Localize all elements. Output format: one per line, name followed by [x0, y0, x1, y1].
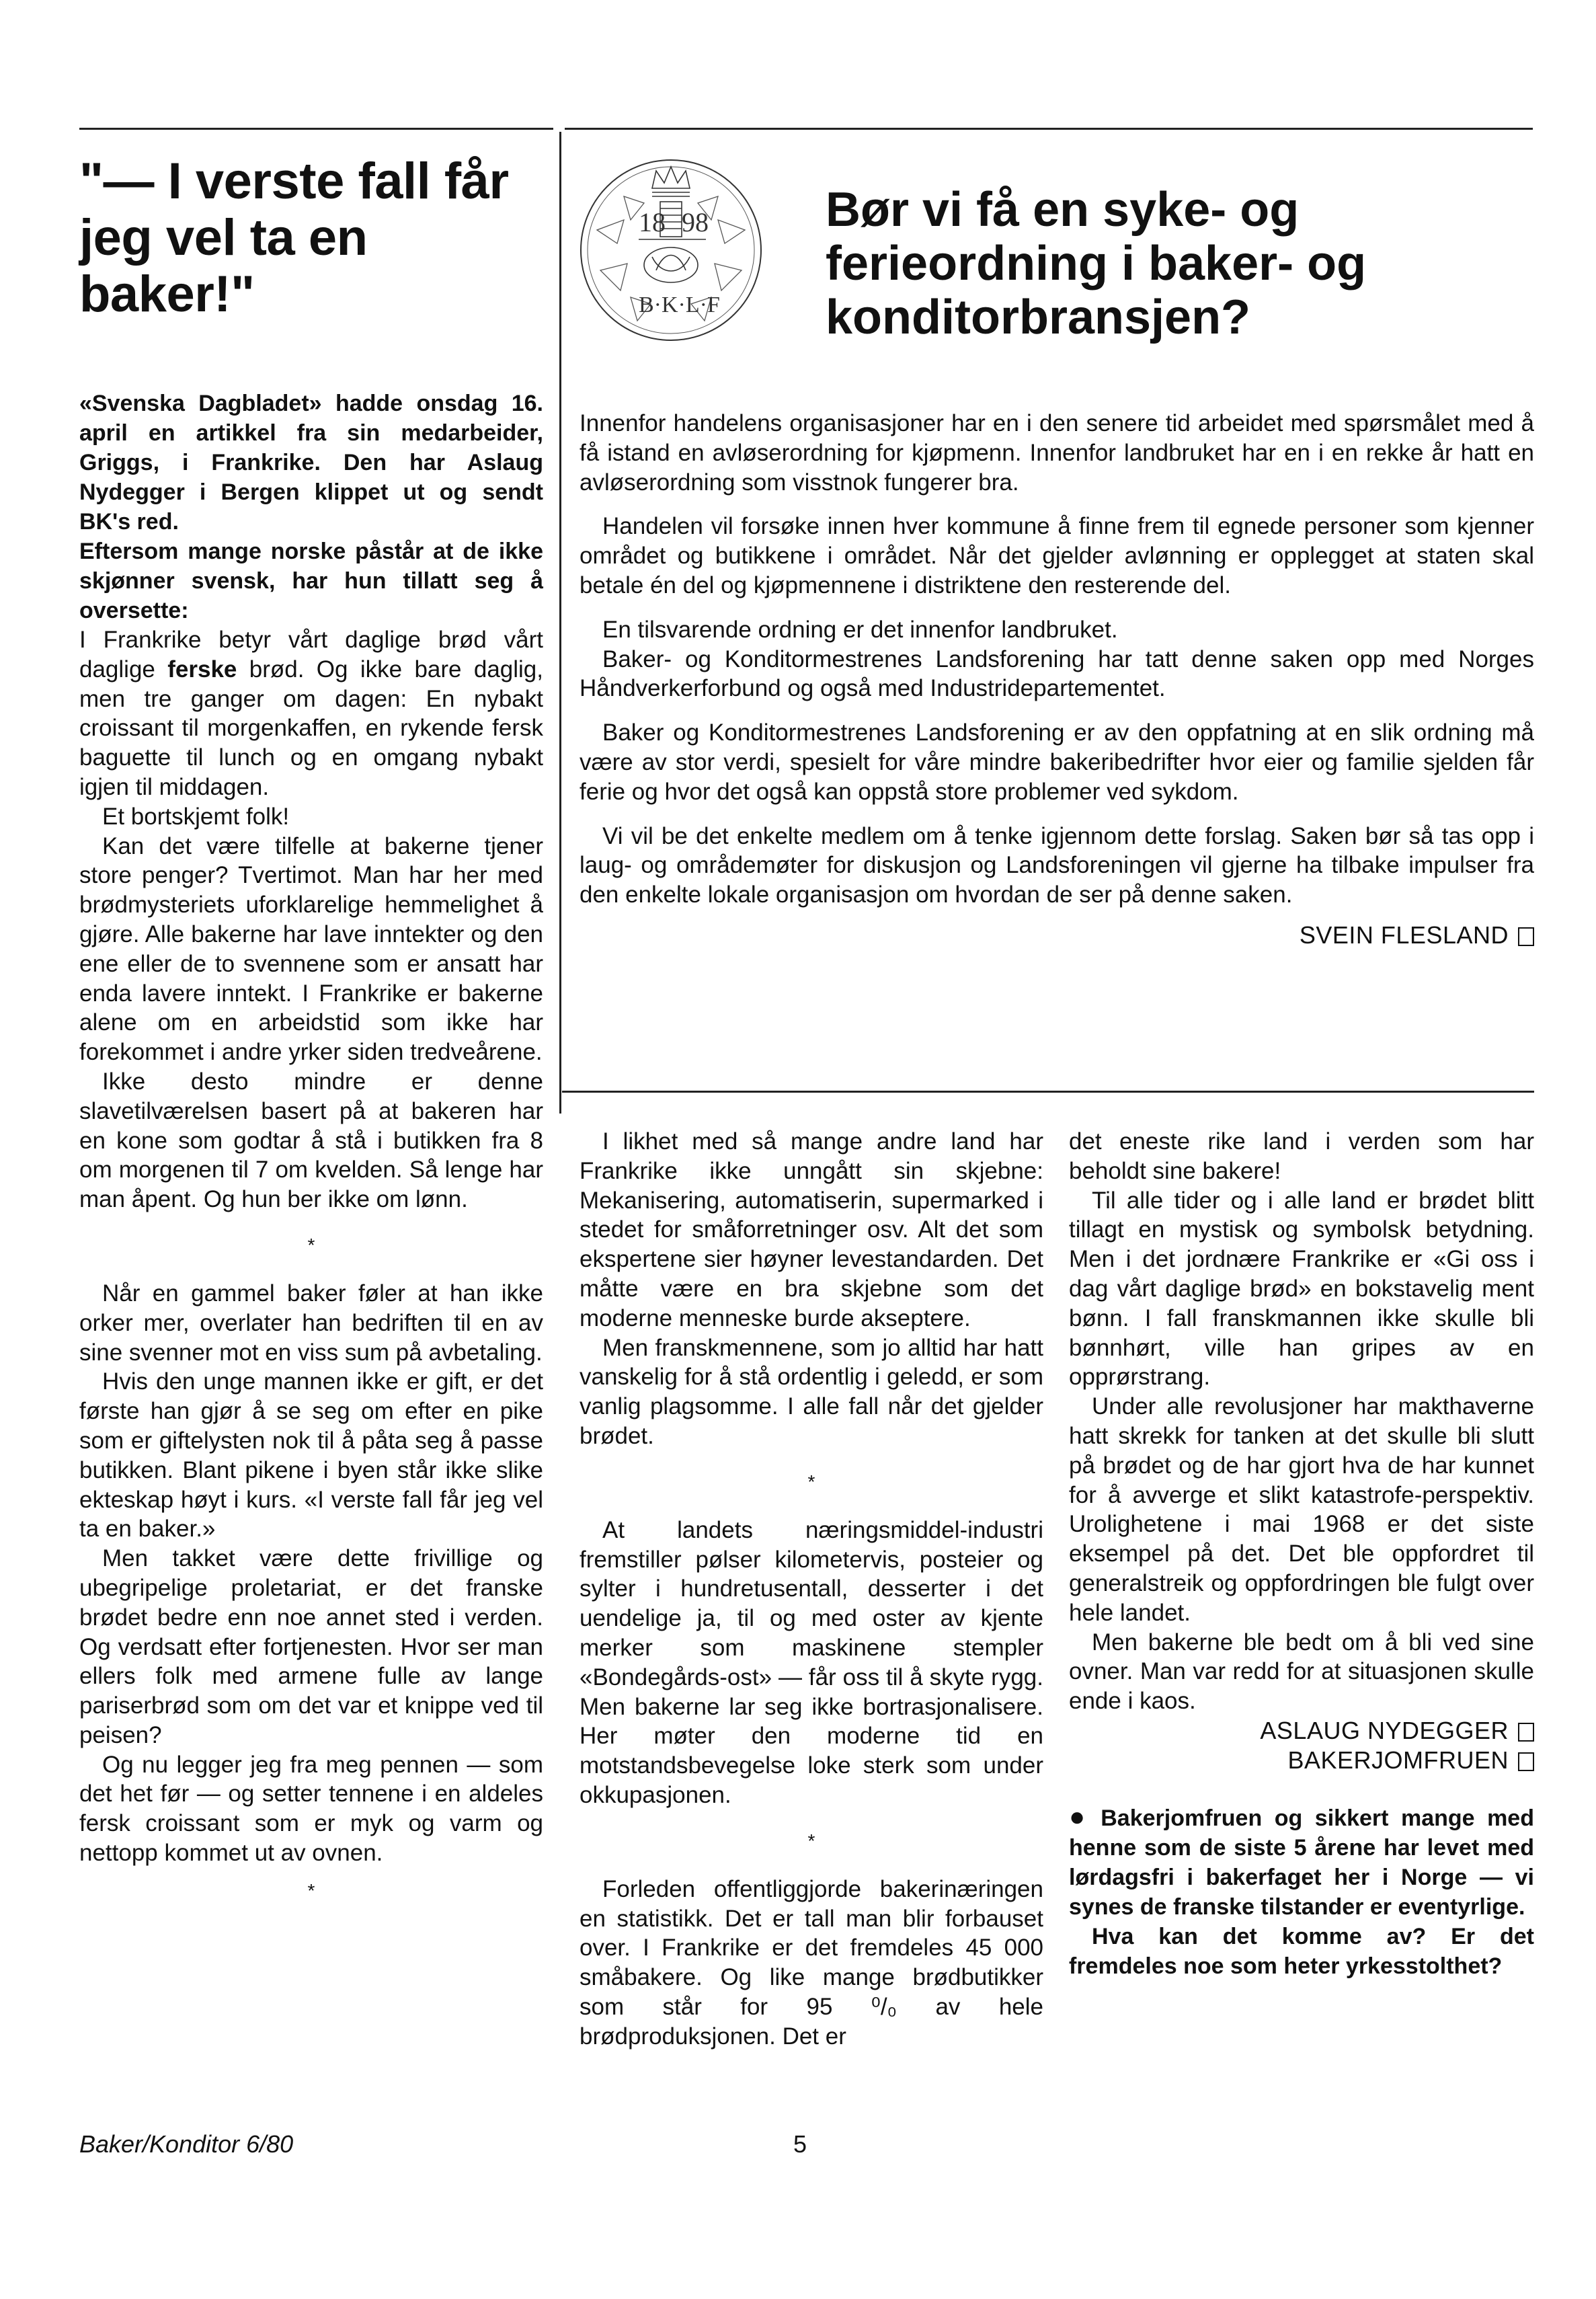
signature-aslaug-nydegger — [1069, 1716, 1534, 1746]
section-separator-star: * — [307, 1879, 315, 1901]
callout-text: Bakerjomfruen og sikkert mange med henne som de siste 5 årene har levet med lørdagsfri i bakerfaget her i Norge — vi synes de franske tilstander er eventyrlige. — [1069, 1805, 1534, 1920]
end-mark-box — [1518, 1752, 1534, 1771]
body-paragraph: Baker og Konditormestrenes Landsforening er av den oppfatning at en slik ordning må være av stor verdi, spesielt for våre mindre bakeribedrifter hvor eier og familie sjelden får ferie og hvor det også kan oppstå store problemer ved sykdom. — [580, 719, 1534, 805]
signature-text: SVEIN FLESLAND — [1299, 921, 1509, 949]
bklf-logo — [577, 156, 765, 344]
callout-paragraph — [1069, 1802, 1534, 1922]
lead-paragraph-1: «Svenska Dagbladet» hadde onsdag 16. april en artikkel fra sin medarbeider, Griggs, i Frankrike. Den har Aslaug Nydegger i Bergen klippet ut og sendt BK's red. — [79, 391, 543, 535]
callout-question: Hva kan det komme av? Er det fremdeles noe som heter yrkesstolthet? — [1069, 1923, 1534, 1979]
left-body — [79, 625, 543, 1902]
body-paragraph: I likhet med så mange andre land har Frankrike ikke unngått sin skjebne: Mekanisering, automatiserin, supermarked i stedet for småforretninger osv. Alt det som ekspertene sier høyner levestandarden. Det måtte være en bra skjebne som det moderne menneske burde akseptere. — [580, 1128, 1043, 1331]
left-column — [79, 389, 543, 1902]
body-paragraph: Når en gammel baker føler at han ikke orker mer, overlater han bedriften til en av sine svenner mot en viss sum på avbetaling. — [79, 1280, 543, 1366]
box-bottom-rule — [562, 1091, 1534, 1093]
footer-publication: Baker/Konditor 6/80 — [79, 2130, 294, 2158]
body-paragraph: Kan det være tilfelle at bakerne tjener store penger? Tvertimot. Man har her med brødmysteriets uforklarelige hemmelighet å gjøre. Alle bakerne har lave inntekter og den ene eller de to svennene som er ansatt har enda lavere inntekt. I Frankrike er bakerne alene om en arbeidstid som ikke har forekommet i andre yrker siden tredveårene. — [79, 832, 543, 1066]
body-paragraph: Under alle revolusjoner har makthaverne hatt skrekk for tanken at det skulle bli slutt på brødet og de har gjort hva de har kunnet for å avverge et slikt katastrofe-perspektiv. Urolighetene i mai 1968 er det siste eksempel på det. Det ble oppfordret til generalstreik og oppfordringen ble fulgt over hele landet. — [1069, 1393, 1534, 1626]
signature-text: BAKERJOMFRUEN — [1287, 1746, 1509, 1774]
body-paragraph: Men takket være dette frivillige og ubegripelige proletariat, er det franske brødet bedre enn noe annet sted i verden. Og verdsatt efter fortjenesten. Hvor ser man ellers folk med armene fulle av lange pariserbrød som om det var et knippe ved til peisen? — [79, 1545, 543, 1748]
top-rule-left — [79, 128, 553, 130]
callout-box — [1069, 1802, 1534, 1981]
body-paragraph: Vi vil be det enkelte medlem om å tenke igjennom dette forslag. Saken bør så tas opp i laug- og områdemøter for diskusjon og Landsforeningen vil gjerne ha tilbake impulser fra den enkelte lokale organisasjon om hvordan de ser på denne saken. — [580, 822, 1534, 908]
signature-svein-flesland — [580, 921, 1534, 950]
body-paragraph: Innenfor handelens organisasjoner har en i den senere tid arbeidet med spørsmålet med å få istand en avløserordning for kjøpmenn. Innenfor landbruket har en i en rekke år hatt en avløserordning som visstnok fungerer bra. — [580, 410, 1534, 496]
middle-column — [580, 1127, 1043, 2052]
logo-year-left: 18 — [639, 207, 666, 237]
body-paragraph: Ikke desto mindre er denne slavetilværelsen basert på at bakeren har en kone som godtar å stå i butikken fra 8 om morgenen til 7 om kvelden. Så lenge har man åpent. Og hun ber ikke om lønn. — [79, 1068, 543, 1213]
body-paragraph: Og nu legger jeg fra meg pennen — som det het før — og setter tennene i en aldeles fersk croissant som er myk og varm og nettopp kommet ut av ovnen. — [79, 1751, 543, 1867]
end-mark-box — [1518, 927, 1534, 946]
bullet-icon: ● — [1069, 1801, 1092, 1832]
body-paragraph: Et bortskjemt folk! — [102, 803, 290, 830]
section-separator-star: * — [807, 1471, 815, 1492]
page-number: 5 — [793, 2130, 807, 2158]
right-article-body — [580, 409, 1534, 950]
body-paragraph: Handelen vil forsøke innen hver kommune å finne frem til egnede personer som kjenner området og butikkene i området. Når det gjelder avlønning er opplegget at staten skal betale én del og kjøpmennene i distriktene den resterende del. — [580, 513, 1534, 598]
body-paragraph: Men franskmennene, som jo alltid har hatt vanskelig for å stå ordentlig i geledd, er som vanlig plagsomme. I alle fall når det gjelder brødet. — [580, 1334, 1043, 1449]
left-headline: "— I verste fall får jeg vel ta en baker!" — [79, 153, 509, 323]
body-paragraph: det eneste rike land i verden som har beholdt sine bakere! — [1069, 1128, 1534, 1184]
body-paragraph — [79, 625, 543, 802]
end-mark-box — [1518, 1723, 1534, 1742]
right-column — [1069, 1127, 1534, 1981]
top-rule-right — [565, 128, 1533, 130]
body-paragraph: Baker- og Konditormestrenes Landsforening har tatt denne saken opp med Norges Håndverkerforbund og også med Industridepartementet. — [580, 646, 1534, 702]
signature-text: ASLAUG NYDEGGER — [1260, 1716, 1509, 1744]
emphasis-bold: ferske — [167, 656, 237, 683]
body-paragraph: Til alle tider og i alle land er brødet blitt tillagt en mystisk og symbolsk betydning. Men i det jordnære Frankrike er «Gi oss i dag vårt daglige brød» en bokstavelig ment bønn. I fall franskmannen ikke skulle bli bønnhørt, ville han gripes av en opprørstrang. — [1069, 1187, 1534, 1391]
body-paragraph: At landets næringsmiddel-industri fremstiller pølser kilometervis, posteier og sylter i hundretusentall, desserter i det uendelige ja, til og med oster av kjente merker som maskinene stempler «Bondegårds-ost» — får oss til å skyte rygg. Men bakerne lar seg ikke bortrasjonalisere. Her møter den moderne tid en motstandsbevegelse loke sterk som under okkupasjonen. — [580, 1516, 1043, 1808]
lead-paragraph-2: Eftersom mange norske påstår at de ikke skjønner svensk, har hun tillatt seg å oversette: — [79, 539, 543, 623]
section-separator-star: * — [807, 1830, 815, 1851]
logo-initials: B·K·L·F — [639, 293, 720, 317]
signature-bakerjomfruen — [1069, 1746, 1534, 1775]
body-paragraph: Men bakerne ble bedt om å bli ved sine ovner. Man var redd for at situasjonen skulle ende i kaos. — [1069, 1629, 1534, 1715]
column-divider-vertical — [559, 132, 561, 1114]
bklf-logo-seal — [577, 156, 765, 344]
body-paragraph: Forleden offentliggjorde bakerinæringen en statistikk. Det er tall man blir forbauset over. I Frankrike er det fremdeles 45 000 småbakere. Og like mange brødbutikker som står for 95 ⁰/₀ av hele brødproduksjonen. Det er — [580, 1875, 1043, 2050]
section-separator-star: * — [307, 1234, 315, 1255]
text-run: I Frankrike betyr vårt daglige brød vårt daglige — [79, 627, 543, 683]
text-run: brød. Og ikke bare daglig, men tre ganger om dagen: En nybakt croissant til morgenkaffen, en rykende fersk baguette til lunch og en omgang nybakt igjen til middagen. — [79, 656, 543, 800]
right-headline: Bør vi få en syke- og ferieordning i baker- og konditorbransjen? — [826, 183, 1367, 344]
body-paragraph: Hvis den unge mannen ikke er gift, er det første han gjør å se seg om efter en pike som er giftelysten nok til å påta seg å passe butikken. Blant pikene i byen står ikke slike ekteskap høyt i kurs. «I verste fall får jeg vel ta en baker.» — [79, 1368, 543, 1543]
body-paragraph: En tilsvarende ordning er det innenfor landbruket. — [602, 616, 1118, 643]
logo-year-right: 98 — [682, 207, 709, 237]
